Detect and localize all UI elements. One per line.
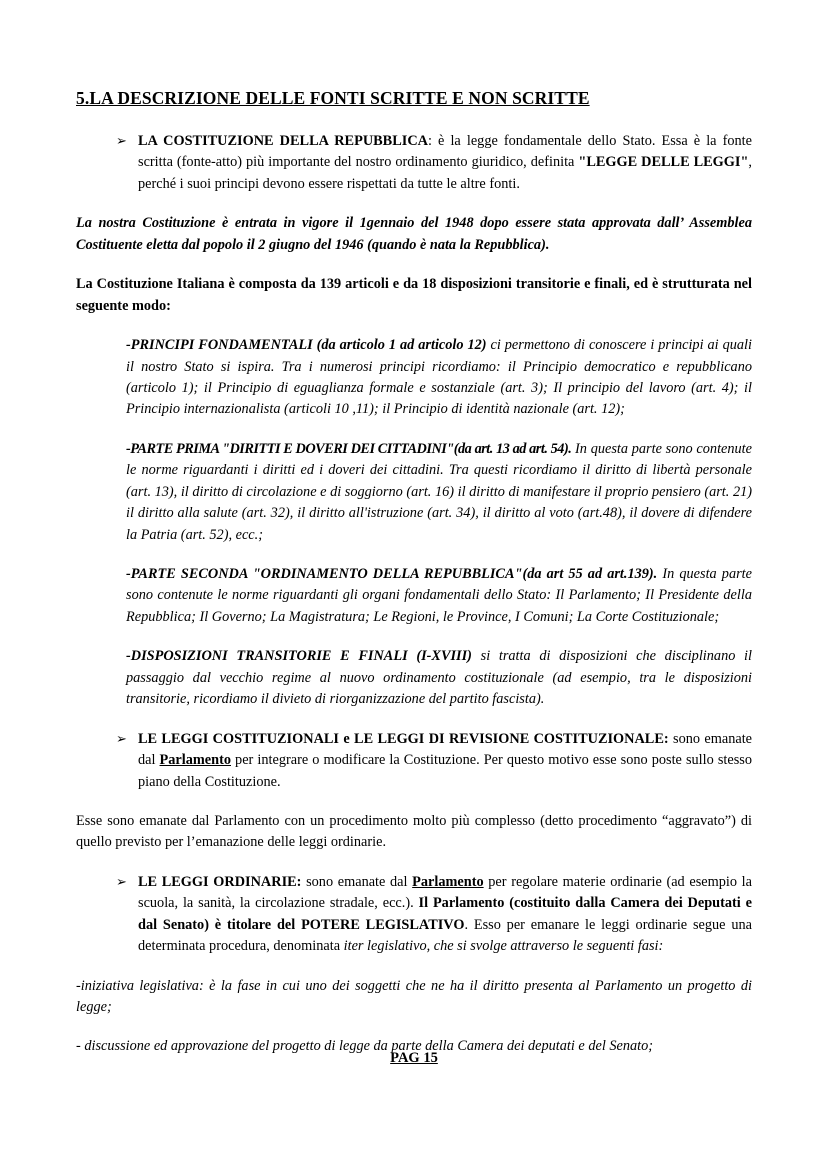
costituzione-text-1: : è la legge fondamentale dello Stato. Essa è la fonte scritta (fonte-atto) più importante del nostro ordinamento giuridico, definita (138, 133, 752, 171)
parte-seconda-lead: -PARTE SECONDA "ORDINAMENTO DELLA REPUBBLICA"(da art 55 ad art.139). (126, 566, 658, 582)
leggi-ord-lead: LE LEGGI ORDINARIE: (138, 873, 302, 890)
leggi-ord-text-2: per regolare materie ordinarie (ad esempio la scuola, la sanità, la circolazione stradale, ecc.). (138, 873, 752, 912)
leggi-ord-link-parlamento[interactable]: Parlamento (412, 873, 484, 890)
paragraph-fase-iniziativa: -iniziativa legislativa: è la fase in cui uno dei soggetti che ne ha il diritto presenta al Parlamento un progetto di legge; (76, 977, 752, 1015)
page-number-footer: PAG 15 (390, 1050, 438, 1066)
bullet-item-costituzione (76, 131, 752, 195)
leggi-ord-italic-part: iter legislativo, che si svolge attraverso le seguenti fasi: (343, 938, 664, 955)
paragraph-entrata-vigore: La nostra Costituzione è entrata in vigore il 1gennaio del 1948 dopo essere stata approvata dall’ Assemblea Costituente eletta dal popolo il 2 giugno del 1946 (quando è nata la Repubblica). (76, 215, 752, 253)
costituzione-quote: "LEGGE DELLE LEGGI" (578, 154, 749, 171)
principi-text: ci permettono di conoscere i principi ai quali il nostro Stato si ispira. Tra i numerosi principi ricordiamo: il Principio democratico e repubblicano (articolo 1); il Principio di eguaglianza formale e sostanziale (art. 3); Il principio del lavoro (art. 4); il Principio internazionalista (articoli 10 ,11); il Principio di identità nazionale (art. 12); (126, 337, 752, 418)
leggi-cost-text-2: per integrare o modificare la Costituzione. Per questo motivo esse sono poste sullo stesso piano della Costituzione. (138, 752, 752, 790)
costituzione-lead: LA COSTITUZIONE DELLA REPUBBLICA (138, 133, 428, 149)
leggi-ord-bold-part: Il Parlamento (costituito dalla Camera dei Deputati e dal Senato) è titolare del POTERE LEGISLATIVO (138, 895, 752, 933)
disposizioni-text: si tratta di disposizioni che disciplinano il passaggio dal vecchio regime al nuovo ordinamento costituzionale (ad esempio, tra le disposizioni transitorie, ricordiamo il divieto di riorganizzazione del partito fascista). (126, 648, 753, 708)
section-parte-seconda (76, 564, 752, 628)
section-disposizioni-transitorie (76, 646, 752, 710)
leggi-ord-text-1: sono emanate dal (301, 873, 413, 890)
leggi-cost-text-1: sono emanate dal (138, 730, 753, 769)
bullet-item-leggi-ordinarie (76, 872, 752, 958)
bullet-text-leggi-ordinarie (138, 872, 752, 958)
disposizioni-lead: -DISPOSIZIONI TRANSITORIE E FINALI (I-XVIII) (126, 648, 472, 665)
parte-prima-lead: -PARTE PRIMA "DIRITTI E DOVERI DEI CITTADINI"(da art. 13 ad art. 54). (126, 440, 572, 457)
parte-prima-text: In questa parte sono contenute le norme riguardanti i diritti ed i doveri dei cittadini. Tra questi ricordiamo il diritto di libertà personale (art. 13), il diritto di circolazione e di soggiorno (art. 16) il diritto di manifestare il proprio pensiero (art. 21) il diritto alla salute (art. 32), il diritto all'istruzione (art. 34), il diritto al voto (art.48), il dovere di difendere la Patria (art. 52), ecc.; (126, 440, 753, 543)
paragraph-fase-discussione: - discussione ed approvazione del progetto di legge da parte della Camera dei deputati e del Senato; (76, 1038, 654, 1055)
section-principi-fondamentali (76, 335, 752, 421)
leggi-cost-lead: LE LEGGI COSTITUZIONALI e LE LEGGI DI REVISIONE COSTITUZIONALE: (138, 730, 669, 747)
costituzione-text-2: , perché i suoi principi devono essere rispettati da tutte le altre fonti. (138, 154, 752, 192)
principi-lead: -PRINCIPI FONDAMENTALI (da articolo 1 ad articolo 12) (126, 337, 487, 354)
bullet-item-leggi-costituzionali (76, 729, 752, 793)
page-title: 5.LA DESCRIZIONE DELLE FONTI SCRITTE E NON SCRITTE (76, 88, 590, 108)
leggi-cost-link-parlamento[interactable]: Parlamento (159, 752, 231, 769)
arrow-bullet-icon: ➢ (116, 730, 127, 746)
paragraph-composizione: La Costituzione Italiana è composta da 139 articoli e da 18 disposizioni transitorie e finali, ed è strutturata nel seguente modo: (76, 276, 752, 314)
section-parte-prima (76, 439, 752, 546)
paragraph-procedimento: Esse sono emanate dal Parlamento con un procedimento molto più complesso (detto procedimento “aggravato”) di quello previsto per l’emanazione delle leggi ordinarie. (76, 812, 752, 851)
parte-seconda-text: In questa parte sono contenute le norme riguardanti gli organi fondamentali dello Stato: Il Parlamento; Il Presidente della Repubblica; Il Governo; La Magistratura; Le Regioni, le Province, I Comuni; La Corte Costituzionale; (126, 566, 752, 625)
bullet-text-costituzione (138, 131, 752, 195)
bullet-text-leggi-costituzionali (138, 729, 752, 793)
arrow-bullet-icon: ➢ (116, 873, 127, 889)
arrow-bullet-icon: ➢ (116, 133, 127, 148)
leggi-ord-text-3: . Esso per emanare le leggi ordinarie segue una determinata procedura, denominata (138, 916, 752, 955)
